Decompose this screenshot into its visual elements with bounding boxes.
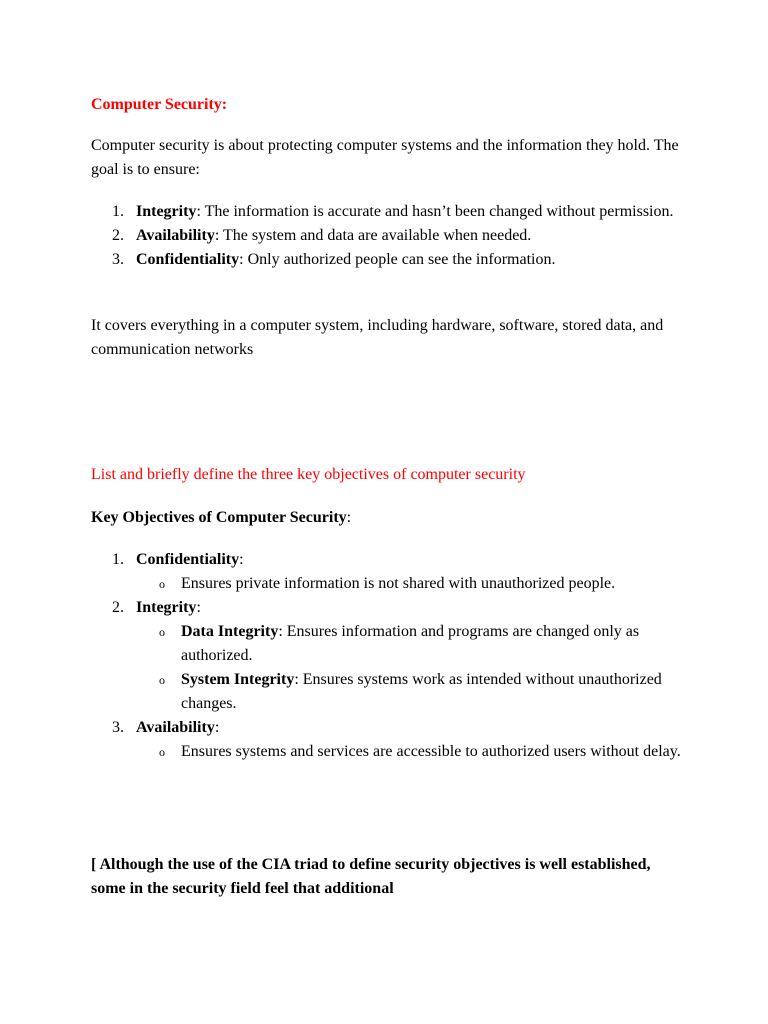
- objectives-title: [91, 506, 681, 530]
- list-item: [91, 224, 681, 248]
- bullet-icon: o: [159, 625, 165, 639]
- closing-paragraph: [ Although the use of the CIA triad to define security objectives is well established, some in the security field feel that additional: [91, 856, 651, 897]
- section-heading-key-objectives-question: List and briefly define the three key objectives of computer security: [91, 466, 526, 483]
- list-number: 2.: [112, 227, 124, 244]
- list-term: Confidentiality: [136, 551, 240, 568]
- objectives-list: [91, 548, 681, 764]
- covers-paragraph: It covers everything in a computer system, including hardware, software, stored data, and communication networks: [91, 317, 664, 358]
- list-item: [91, 596, 681, 620]
- sub-list-item: [91, 620, 681, 668]
- objectives-title-suffix: :: [346, 509, 352, 526]
- goals-list: [91, 200, 681, 272]
- list-text: : The information is accurate and hasn’t been changed without permission.: [196, 203, 674, 220]
- list-number: 1.: [112, 203, 124, 220]
- sub-list-text: : Ensures information and programs are changed only as authorized.: [181, 623, 640, 664]
- list-number: 3.: [112, 251, 124, 268]
- list-item: [91, 716, 681, 740]
- sub-list-item: [91, 740, 681, 764]
- bullet-icon: o: [159, 745, 165, 759]
- sub-list-text: Ensures systems and services are accessible to authorized users without delay.: [181, 743, 681, 760]
- bullet-icon: o: [159, 673, 165, 687]
- sub-list-term: System Integrity: [181, 671, 295, 688]
- list-number: 3.: [112, 719, 124, 736]
- sub-list-term: Data Integrity: [181, 623, 279, 640]
- list-item: [91, 200, 681, 224]
- list-term: Confidentiality: [136, 251, 240, 268]
- list-text: : Only authorized people can see the information.: [239, 251, 556, 268]
- list-suffix: :: [239, 551, 244, 568]
- list-suffix: :: [196, 599, 201, 616]
- list-number: 2.: [112, 599, 124, 616]
- sub-list-text: Ensures private information is not shared with unauthorized people.: [181, 575, 616, 592]
- list-term: Availability: [136, 719, 215, 736]
- sub-list-text: : Ensures systems work as intended without unauthorized changes.: [181, 671, 662, 712]
- list-item: [91, 248, 681, 272]
- list-term: Availability: [136, 227, 215, 244]
- section-heading-computer-security: Computer Security:: [91, 96, 228, 113]
- bullet-icon: o: [159, 577, 165, 591]
- intro-paragraph: Computer security is about protecting computer systems and the information they hold. The goal is to ensure:: [91, 137, 679, 178]
- sub-list-item: [91, 668, 681, 716]
- list-item: [91, 548, 681, 572]
- list-term: Integrity: [136, 599, 197, 616]
- sub-list-item: [91, 572, 681, 596]
- list-text: : The system and data are available when needed.: [214, 227, 532, 244]
- list-number: 1.: [112, 551, 124, 568]
- list-term: Integrity: [136, 203, 197, 220]
- objectives-title-text: Key Objectives of Computer Security: [91, 509, 347, 526]
- list-suffix: :: [214, 719, 220, 736]
